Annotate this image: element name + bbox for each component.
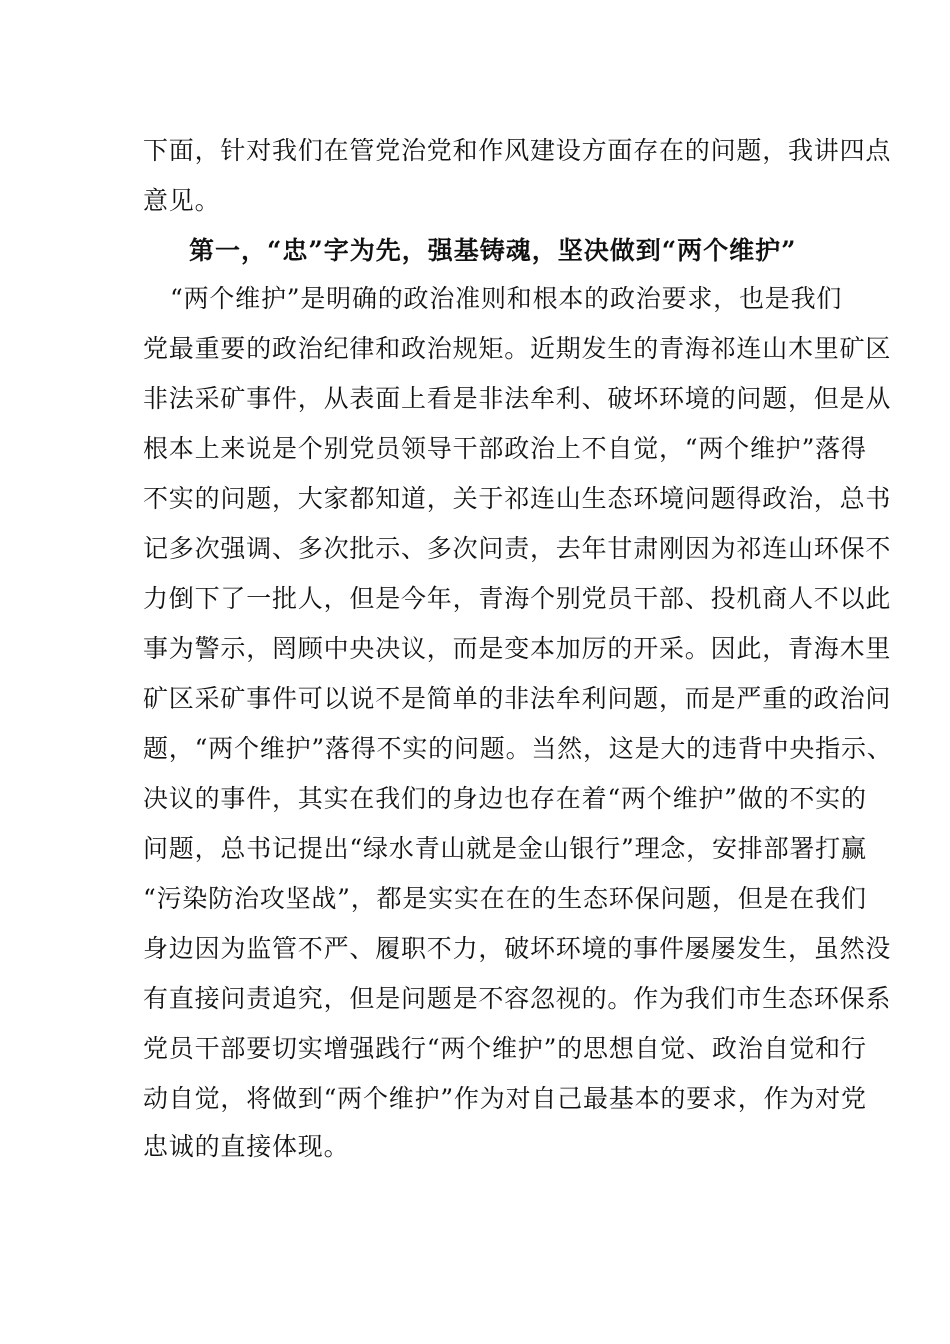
body-line-9: 矿区采矿事件可以说不是简单的非法牟利问题，而是严重的政治问 xyxy=(143,684,892,713)
section-heading: 第一，“忠”字为先，强基铸魂，坚决做到“两个维护” xyxy=(189,236,797,265)
intro-line-1: 下面，针对我们在管党治党和作风建设方面存在的问题，我讲四点 xyxy=(143,136,892,165)
body-line-14: 身边因为监管不严、履职不力，破坏环境的事件屡屡发生，虽然没 xyxy=(143,934,892,963)
body-line-15: 有直接问责追究，但是问题是不容忽视的。作为我们市生态环保系 xyxy=(143,984,892,1013)
body-line-17: 动自觉，将做到“两个维护”作为对自己最基本的要求，作为对党 xyxy=(143,1084,867,1113)
body-line-7: 力倒下了一批人，但是今年，青海个别党员干部、投机商人不以此 xyxy=(143,584,892,613)
body-line-6: 记多次强调、多次批示、多次问责，去年甘肃刚因为祁连山环保不 xyxy=(143,534,892,563)
body-line-11: 决议的事件，其实在我们的身边也存在着“两个维护”做的不实的 xyxy=(143,784,867,813)
body-line-4: 根本上来说是个别党员领导干部政治上不自觉，“两个维护”落得 xyxy=(143,434,867,463)
body-line-1: “两个维护”是明确的政治准则和根本的政治要求，也是我们 xyxy=(170,284,843,313)
body-line-18: 忠诚的直接体现。 xyxy=(143,1132,350,1161)
body-line-16: 党员干部要切实增强践行“两个维护”的思想自觉、政治自觉和行 xyxy=(143,1034,867,1063)
intro-line-2: 意见。 xyxy=(143,186,221,215)
body-line-12: 问题，总书记提出“绿水青山就是金山银行”理念，安排部署打赢 xyxy=(143,834,867,863)
body-line-8: 事为警示，罔顾中央决议，而是变本加厉的开采。因此，青海木里 xyxy=(143,634,892,663)
body-line-10: 题，“两个维护”落得不实的问题。当然，这是大的违背中央指示、 xyxy=(143,734,893,763)
body-line-5: 不实的问题，大家都知道，关于祁连山生态环境问题得政治，总书 xyxy=(143,484,892,513)
body-line-2: 党最重要的政治纪律和政治规矩。近期发生的青海祁连山木里矿区 xyxy=(143,334,892,363)
body-line-3: 非法采矿事件，从表面上看是非法牟利、破坏环境的问题，但是从 xyxy=(143,384,892,413)
body-line-13: “污染防治攻坚战”，都是实实在在的生态环保问题，但是在我们 xyxy=(143,884,867,913)
